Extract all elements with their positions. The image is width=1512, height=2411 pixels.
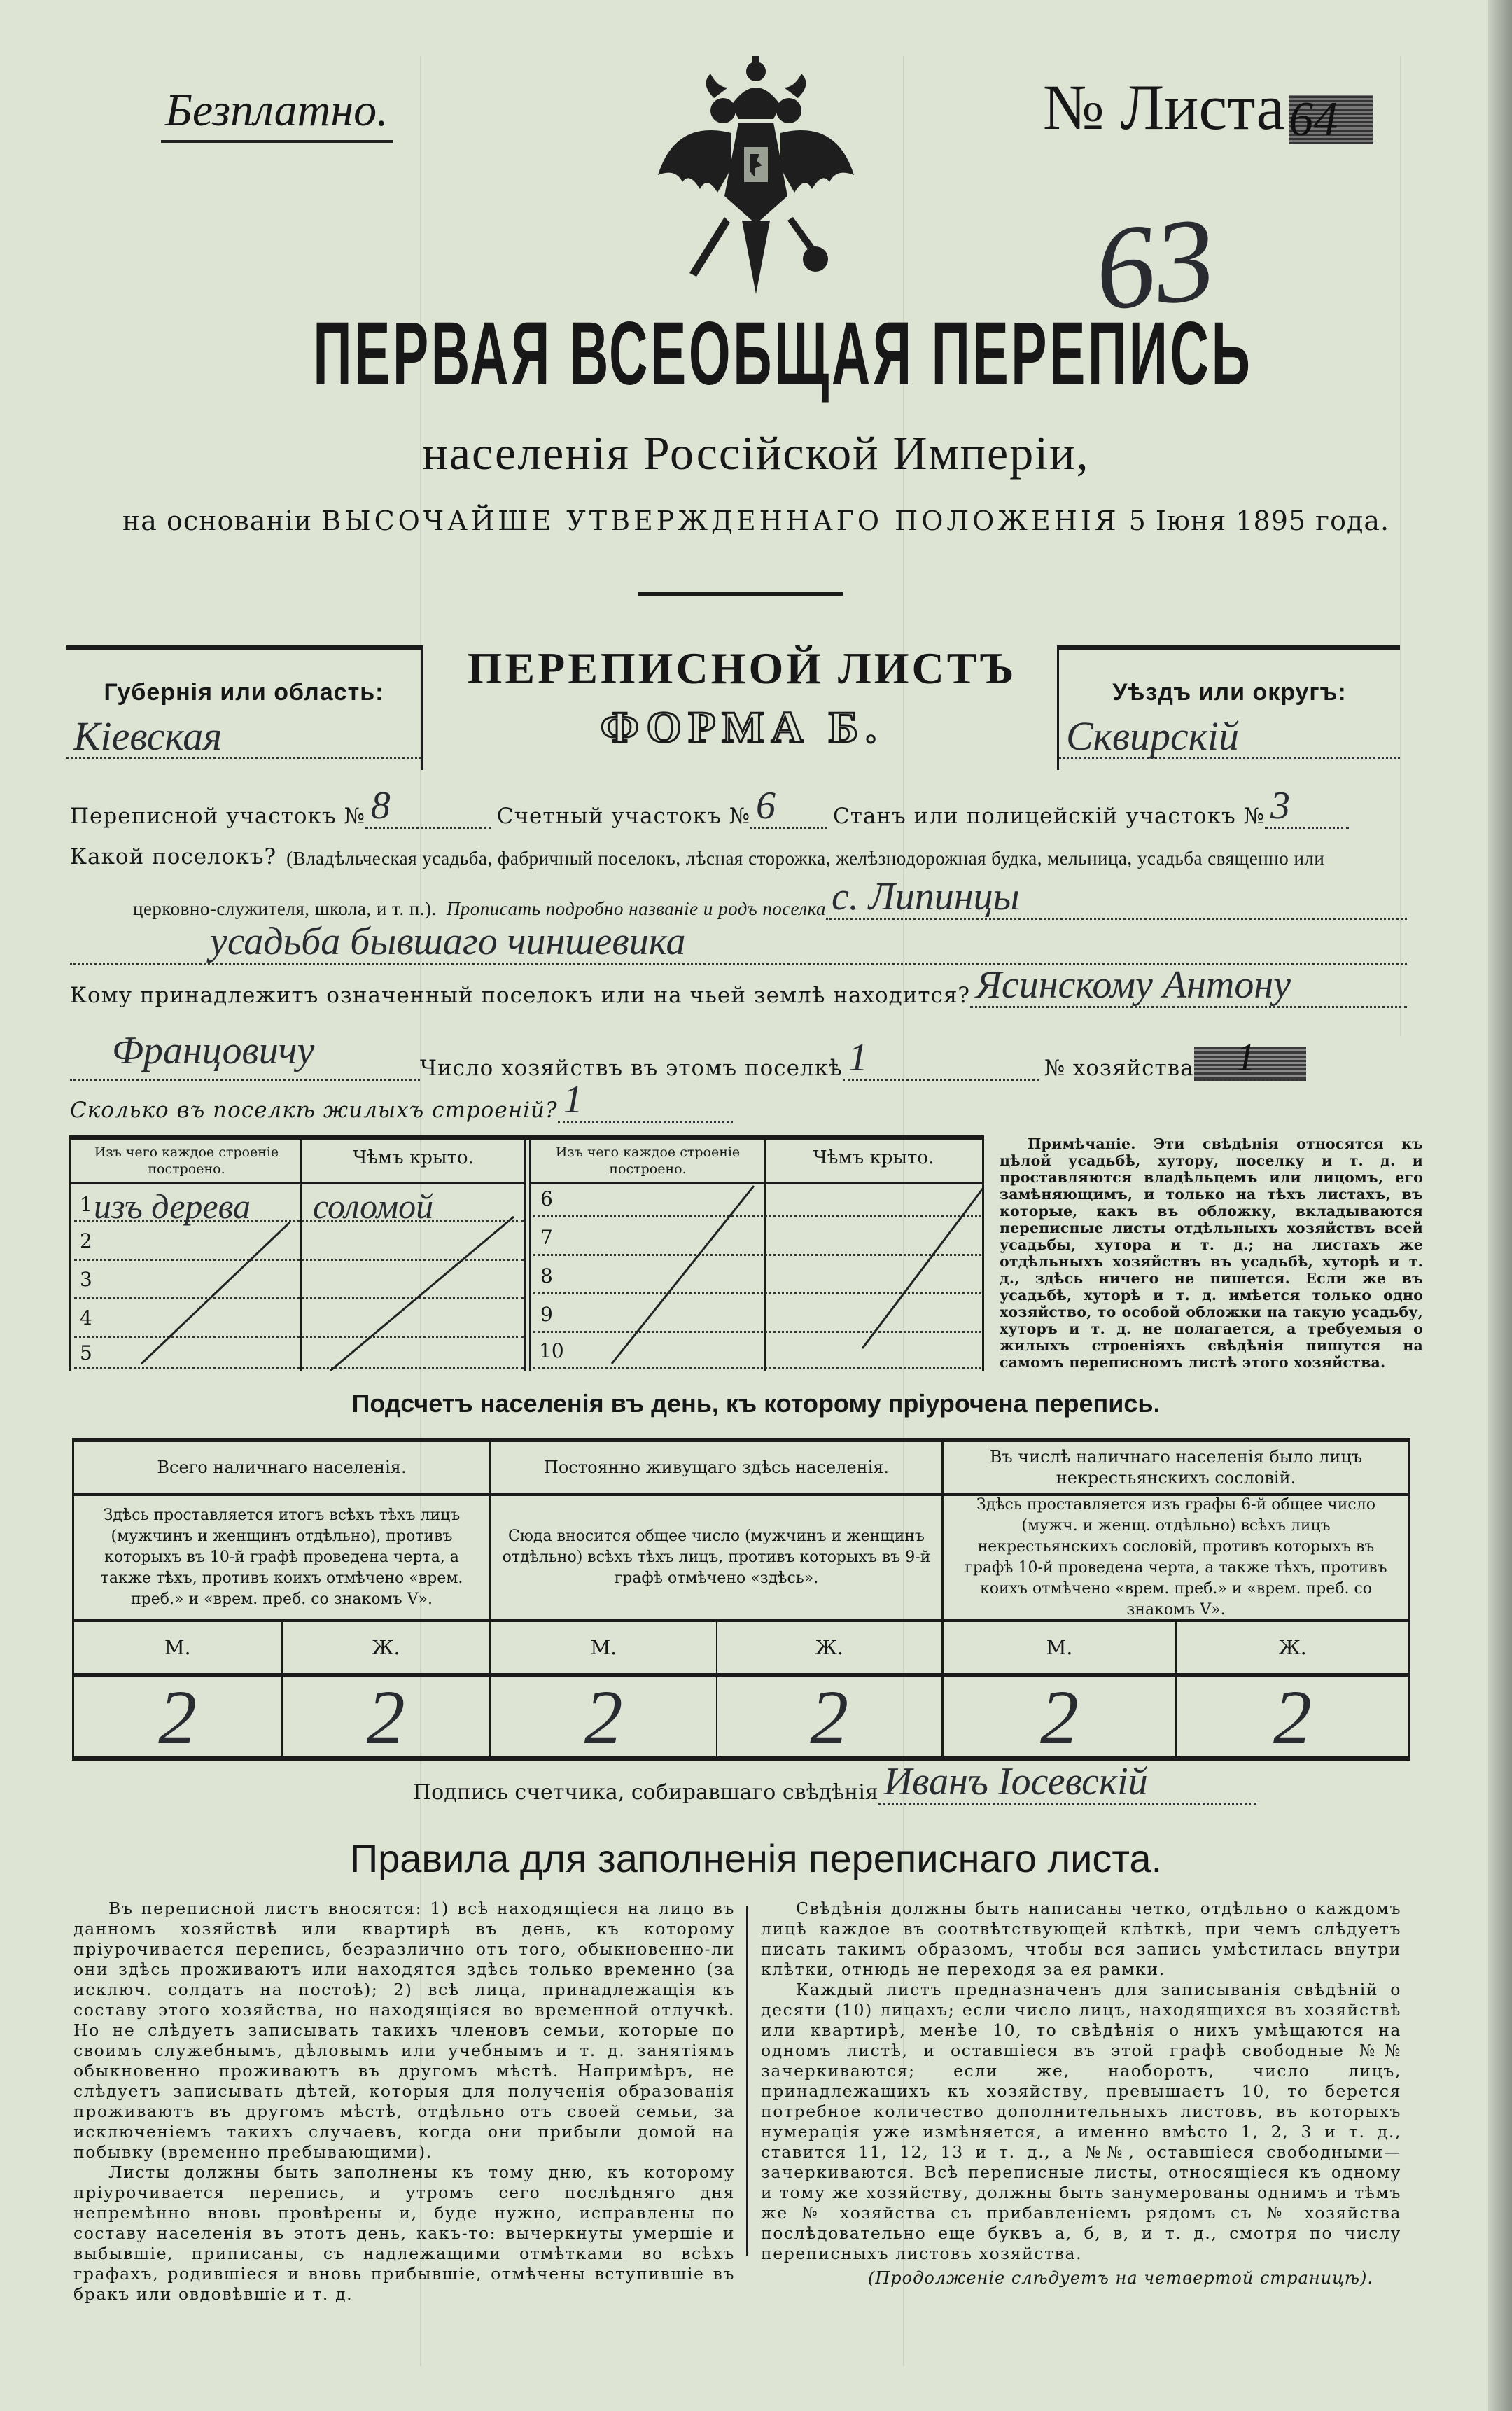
empty-rows-strike-lines (71, 1140, 982, 1371)
male-header: М. (944, 1622, 1177, 1673)
row-number: 2 (80, 1229, 92, 1252)
column-header-material: Изъ чего каждое строеніе построено. (71, 1140, 302, 1184)
column-header: Постоянно живущаго здѣсь населенія. (491, 1442, 941, 1496)
settlement-row (70, 844, 1407, 869)
households-field[interactable]: 1 (843, 1047, 1039, 1081)
column-header-roof: Чѣмъ крыто. (302, 1140, 525, 1184)
note-text: Эти свѣдѣнія относятся къ цѣлой усадьбѣ, хутору, поселку и т. д. и проставляются владѣльцемъ или лицомъ, его замѣняющимъ, и только на тѣхъ листахъ, въ которые, какъ въ обложку, вкладываются переписные листы отдѣльныхъ хозяйствъ всей усадьбы, хутора и т. д.; на листахъ же отдѣльныхъ хозяйствъ въ усадьбѣ, хуторѣ и т. д., здѣсь ничего не пишется. Если же въ усадьбѣ, хуторѣ и т. д. имѣется только одно хозяйство, то особой обложки на такую усадьбу, хуторъ и т. д. не полагается, а требуемыя о жилыхъ строеніяхъ свѣдѣнія пишутся на самомъ переписномъ листѣ этого хозяйства. (1000, 1135, 1423, 1371)
document-title: ПЕРВАЯ ВСЕОБЩАЯ ПЕРЕПИСЬ (313, 304, 1253, 404)
owner-field-2[interactable]: Францовичу (70, 1047, 420, 1081)
column-header-roof: Чѣмъ крыто. (765, 1140, 982, 1184)
rules-paragraph: Листы должны быть заполнены къ тому дню, къ которому пріурочивается перепись, и утромъ сего послѣдняго дня непремѣнно вновь провѣрены и, буде нужно, исправлены по составу населенія въ этотъ день, какъ-то: вычеркнуты умершіе и выбывшіе, приписаны, съ надлежащими отмѣтками во всѣхъ графахъ, родившіеся и вновь прибывшіе, отмѣчены вступившіе въ бракъ или овдовѣвшіе и т. д. (74, 2162, 735, 2304)
dwellings-label: Сколько въ поселкѣ жилыхъ строеній? (70, 1098, 558, 1123)
population-column-permanent (491, 1442, 944, 1760)
rules-paragraph: Свѣдѣнія должны быть написаны четко, отдѣльно о каждомъ лицѣ каждое въ соотвѣтствующей клѣткѣ, при чемъ слѣдуетъ писать такимъ образомъ, чтобы вся запись умѣстилась внутри клѣтки, отнюдь не переходя за ея рамки. (761, 1899, 1401, 1979)
free-of-charge-label: Безплатно. (161, 84, 393, 143)
settlement-instruction: Прописать подробно названіе и родъ поселка (446, 898, 827, 919)
form-title: ПЕРЕПИСНОЙ ЛИСТЪ (467, 643, 1017, 693)
sheet-number-crossed-out: 64 (1289, 95, 1373, 144)
gubernia-field[interactable]: Кіевская (66, 717, 421, 759)
settlement-name-row-2 (70, 920, 1407, 965)
column-description: Здѣсь проставляется изъ графы 6-й общее число (мужч. и женщ. отдѣльно) всѣхъ лицъ некрестьянскихъ сословій, противъ которыхъ въ графѣ 10-й проведена черта, а также тѣхъ, противъ коихъ отмѣчено «врем. преб.» и «врем. преб. со знакомъ V». (944, 1496, 1408, 1622)
population-column-non-peasant (944, 1442, 1408, 1760)
female-header: Ж. (372, 1636, 400, 1659)
rules-paragraph: Каждый листъ предназначенъ для записыванія свѣдѣній о десяти (10) лицахъ; если число лицъ, находящихся въ хозяйствѣ или квартирѣ, менѣе 10, то свѣдѣнія о нихъ умѣщаются на одномъ листѣ, и оставшіеся въ этой графѣ свободные №№ зачеркиваются; если же, наоборотъ, число лицъ, принадлежащихъ къ хозяйству, превышаетъ 10, то берется потребное количество дополнительныхъ листовъ, въ которыхъ нумерація уже измѣняется, а именно вмѣсто 1, 2, 3 и т. д., ставится 11, 12, 13 и т. д., а №№, оставшіеся свободными—зачеркиваются. Всѣ переписные листы, относящіеся къ одному и тому же хозяйству, должны быть занумерованы однимъ и тѣмъ же № хозяйства съ прибавленіемъ рядомъ съ № хозяйства послѣдовательно еще буквъ а, б, в, и т. д., смотря по числу переписныхъ листовъ хозяйства. (761, 1980, 1401, 2263)
column-header: Всего наличнаго населенія. (74, 1442, 489, 1496)
household-number-field[interactable]: 1 (1194, 1047, 1306, 1081)
row-number: 4 (80, 1306, 92, 1329)
buildings-note (1000, 1135, 1423, 1371)
buildings-table (69, 1135, 984, 1371)
document-subtitle: населенія Россійской Имперіи, (422, 426, 1090, 480)
row-number: 7 (540, 1226, 553, 1249)
sheet-number-handwritten: 63 (1088, 192, 1222, 336)
rules-title: Правила для заполненія переписнаго листа. (349, 1836, 1163, 1880)
female-count-cell[interactable]: 2 (810, 1674, 849, 1760)
column-header: Въ числѣ наличнаго населенія было лицъ некрестьянскихъ сословій. (944, 1442, 1408, 1496)
signature-label: Подпись счетчика, собиравшаго свѣдѣнія (413, 1780, 878, 1805)
settlement-label: Какой поселокъ? (70, 844, 277, 869)
row-number: 8 (540, 1264, 553, 1287)
owner-label: Кому принадлежитъ означенный поселокъ или на чьей землѣ находится? (70, 983, 971, 1008)
continuation-note: (Продолженіе слѣдуетъ на четвертой страницѣ). (868, 2268, 1373, 2288)
column-description: Здѣсь проставляется итогъ всѣхъ тѣхъ лицъ (мужчинъ и женщинъ отдѣльно), противъ которыхъ въ 10-й графѣ проведена черта, а также тѣхъ, противъ коихъ отмѣчено «врем. преб.» и «врем. преб. со знакомъ V». (74, 1496, 489, 1622)
gubernia-label: Губернія или область: (104, 679, 384, 706)
settlement-name-field-2[interactable]: усадьба бывшаго чиншевика (70, 931, 1407, 965)
row-number: 5 (80, 1341, 92, 1364)
owner-field[interactable]: Ясинскому Антону (970, 974, 1407, 1008)
uezd-box (1057, 645, 1400, 770)
settlement-name-field[interactable]: с. Липинцы (826, 886, 1407, 920)
population-section-title: Подсчетъ населенія въ день, къ которому пріурочена перепись. (351, 1389, 1161, 1418)
signature-field[interactable]: Иванъ Іосевскій (878, 1771, 1256, 1805)
form-subtitle: ФОРМА Б. (600, 702, 884, 752)
rules-paragraph: Въ переписной листъ вносятся: 1) всѣ находящіеся на лицо въ данномъ хозяйствѣ или квартирѣ въ день, къ которому пріурочивается перепись, безразлично отъ того, обыкновенно-ли они здѣсь проживаютъ или находятся здѣсь только временно (за исключ. солдатъ на постоѣ); 2) всѣ лица, принадлежащія къ составу этого хозяйства, но находящіяся во временной отлучкѣ. Но не слѣдуетъ записывать такихъ членовъ семьи, которые по своимъ служебнымъ, дѣловымъ или учебнымъ и т. д. занятіямъ обыкновенно проживаютъ въ другомъ мѣстѣ. Напримѣръ, не слѣдуетъ записывать дѣтей, которыя для полученія образованія проживаютъ въ другомъ мѣстѣ, отдѣльно отъ своей семьи, за исключеніемъ такихъ случаевъ, когда они прибыли домой на побывку (временно пребывающими). (74, 1899, 735, 2162)
male-count-cell[interactable]: 2 (944, 1677, 1177, 1756)
row-number: 10 (539, 1339, 564, 1362)
column-header-material: Изъ чего каждое строеніе построено. (531, 1140, 765, 1184)
settlement-hint: (Владѣльческая усадьба, фабричный поселокъ, лѣсная сторожка, желѣзнодорожная будка, мельница, усадьба священно или (286, 848, 1325, 869)
column-description: Сюда вносится общее число (мужчинъ и женщинъ отдѣльно) всѣхъ тѣхъ лицъ, противъ которыхъ въ 9-й графѣ отмѣчено «здѣсь». (491, 1496, 941, 1622)
uezd-field[interactable]: Сквирскій (1059, 717, 1400, 759)
rules-right-column (761, 1899, 1401, 2288)
population-column-total (74, 1442, 491, 1760)
female-count-cell[interactable]: 2 (366, 1674, 405, 1760)
row-number: 1 (80, 1193, 92, 1216)
count-district-field[interactable]: 6 (750, 795, 827, 829)
sheet-number-label: № Листа (1043, 71, 1285, 143)
enumerator-signature-row (413, 1760, 1256, 1805)
row-number: 9 (540, 1303, 553, 1326)
row-number: 6 (540, 1187, 553, 1210)
male-header: М. (74, 1622, 283, 1673)
gubernia-box (66, 645, 424, 770)
population-table (72, 1438, 1410, 1761)
district-row (70, 784, 1407, 829)
female-header: Ж. (815, 1636, 844, 1659)
settlement-name-row (133, 875, 1407, 920)
sheet-number (1043, 70, 1373, 144)
female-header: Ж. (1278, 1636, 1307, 1659)
uezd-label: Уѣздъ или округъ: (1112, 679, 1347, 706)
count-district-label: Счетный участокъ № (496, 804, 751, 829)
household-number-label: № хозяйства (1044, 1056, 1194, 1081)
divider (638, 592, 843, 596)
material-cell[interactable]: изъ дерева (94, 1187, 251, 1226)
settlement-hint-cont: церковно-служителя, школа, и т. п.). (133, 898, 437, 919)
male-count-cell[interactable]: 2 (491, 1677, 718, 1756)
dwellings-field[interactable]: 1 (558, 1089, 733, 1123)
rules-left-column (74, 1899, 735, 2305)
female-count-cell[interactable]: 2 (1273, 1674, 1312, 1760)
imperial-eagle-emblem-icon (648, 56, 864, 301)
roof-cell: соломой (313, 1187, 434, 1226)
households-label: Число хозяйствъ въ этомъ поселкѣ (420, 1056, 843, 1081)
note-lead: Примѣчаніе. (1028, 1135, 1136, 1152)
households-row (70, 1029, 1407, 1081)
owner-row (70, 963, 1407, 1008)
police-district-field[interactable]: 3 (1265, 795, 1349, 829)
dwellings-row (70, 1078, 1407, 1123)
legal-basis-line: на основаніи ВЫСОЧАЙШЕ УТВЕРЖДЕННАГО ПОЛОЖЕНІЯ 5 Іюня 1895 года. (122, 505, 1390, 536)
row-number: 3 (80, 1268, 92, 1291)
census-district-field[interactable]: 8 (365, 795, 491, 829)
male-header: М. (491, 1622, 718, 1673)
census-district-label: Переписной участокъ № (70, 804, 365, 829)
police-district-label: Станъ или полицейскій участокъ № (833, 804, 1265, 829)
male-count-cell[interactable]: 2 (74, 1677, 283, 1756)
column-divider (746, 1906, 748, 2256)
